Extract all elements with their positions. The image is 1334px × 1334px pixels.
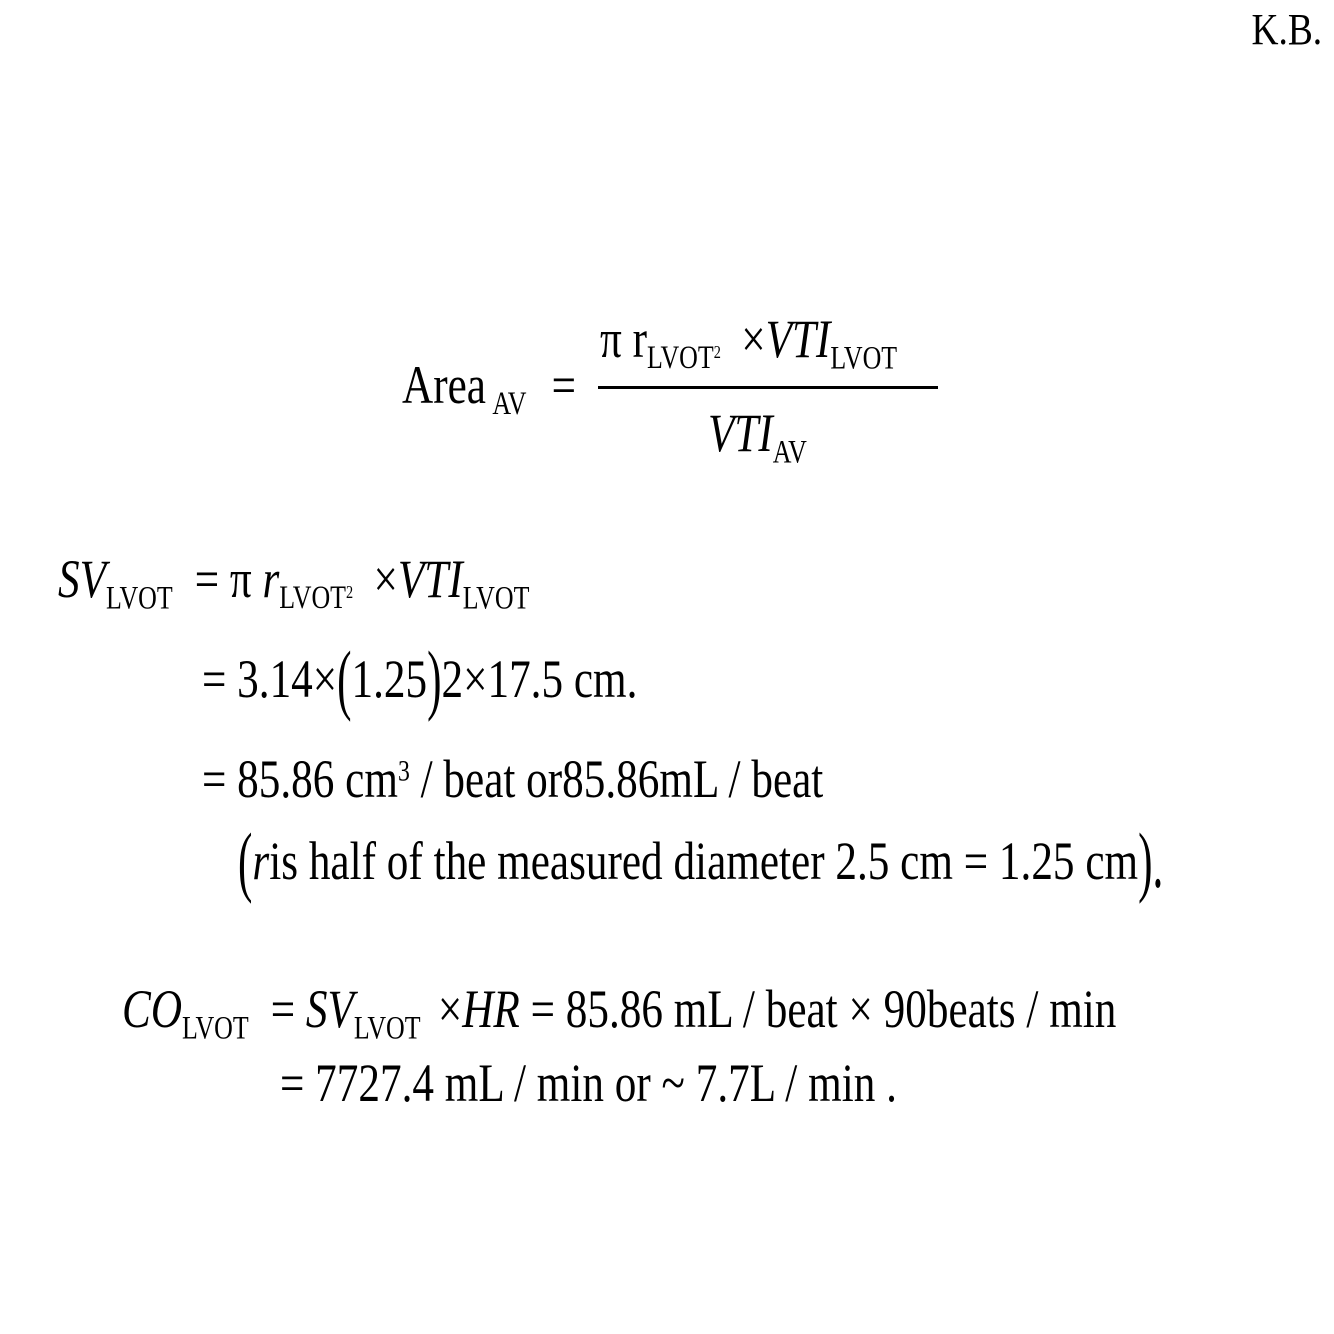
area-lhs	[402, 355, 576, 423]
vti-numerator-subscript: LVOT	[830, 340, 898, 377]
numerator-subscript-text: LVOT	[647, 340, 714, 377]
co-sv: SV	[305, 979, 354, 1039]
co-result: = 7727.4 mL / min or ~ 7.7L / min .	[280, 1053, 897, 1113]
note-open-paren: (	[238, 817, 253, 905]
area-numerator	[600, 309, 898, 377]
co-line-2	[280, 1053, 897, 1113]
note-text: is half of the measured diameter 2.5 cm = 1.25 cm	[269, 831, 1139, 891]
area-lhs-subscript: AV	[492, 386, 527, 423]
numerator-subscript	[647, 340, 721, 376]
co-sv-subscript: LVOT	[353, 1010, 421, 1047]
sv-note	[238, 817, 1164, 905]
sv-line-1	[58, 549, 530, 617]
sv-vti-subscript: LVOT	[462, 580, 530, 617]
author-mark: K.B.	[1251, 5, 1322, 54]
pi-r: π r	[600, 309, 647, 369]
sv-line-2-tail: 2×17.5 cm.	[441, 649, 638, 709]
numerator-square: 2	[713, 342, 721, 363]
sv-vti: VTI	[397, 549, 463, 609]
co-line-1-rest: = 85.86 mL / beat × 90beats / min	[530, 979, 1117, 1039]
open-paren: (	[337, 635, 352, 723]
sv-line-3	[202, 749, 824, 809]
sv-r-square: 2	[346, 582, 354, 603]
sv-result-cm3: = 85.86 cm	[202, 749, 398, 809]
cubic-exponent: 3	[397, 755, 410, 788]
fraction-bar	[598, 386, 938, 389]
times-sign: ×	[741, 309, 766, 369]
co-hr: HR	[462, 979, 520, 1039]
sv-r-subscript	[279, 580, 353, 616]
sv-r: r	[262, 549, 280, 609]
co-line-1	[122, 979, 1117, 1047]
vti-denominator-subscript: AV	[772, 434, 807, 471]
close-paren: )	[427, 635, 442, 723]
sv-radius-value: 1.25	[351, 649, 428, 709]
area-label: Area	[402, 355, 486, 415]
sv-line-2	[202, 635, 638, 723]
sv-line-2-lead: = 3.14×	[202, 649, 338, 709]
vti-denominator: VTI	[708, 403, 773, 463]
sv-pi: = π	[194, 549, 252, 609]
equals-sign: =	[270, 979, 296, 1039]
sv-subscript: LVOT	[106, 580, 173, 617]
vti-numerator: VTI	[765, 309, 831, 369]
note-close-paren: ).	[1138, 817, 1164, 905]
sv-label: SV	[58, 549, 106, 609]
times-sign: ×	[437, 979, 463, 1039]
sv-result-ml: / beat or85.86mL / beat	[409, 749, 824, 809]
co-subscript: LVOT	[182, 1010, 249, 1047]
equals-sign: =	[551, 355, 576, 415]
times-sign: ×	[373, 549, 398, 609]
sv-r-subscript-text: LVOT	[279, 580, 347, 617]
area-denominator	[708, 403, 807, 471]
co-label: CO	[122, 979, 183, 1039]
note-r: r	[252, 831, 270, 891]
